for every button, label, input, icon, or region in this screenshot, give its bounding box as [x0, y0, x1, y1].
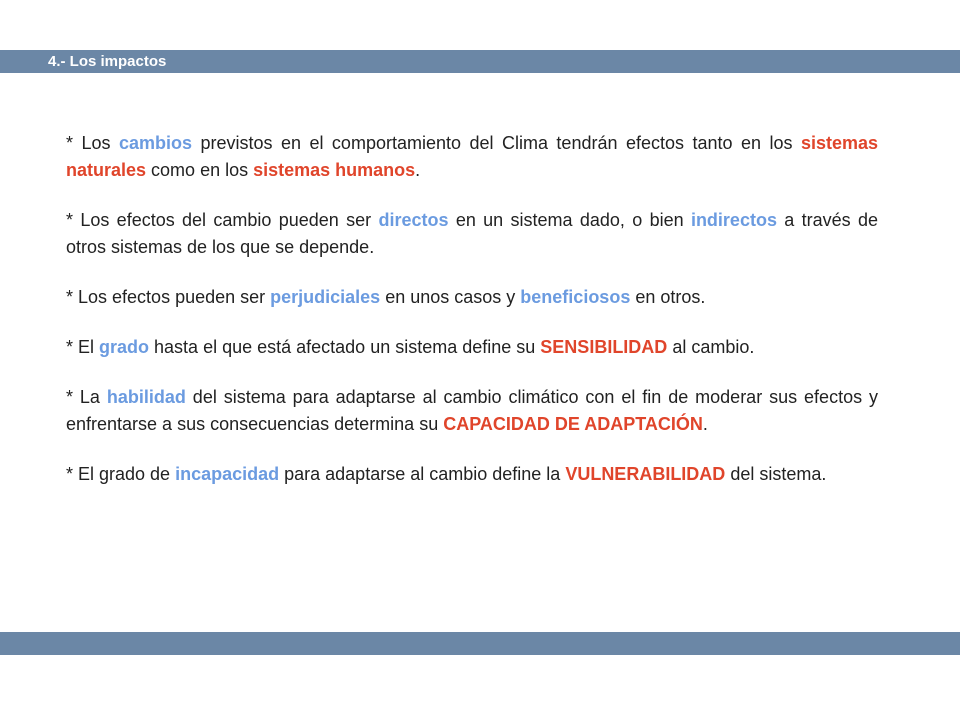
text: en otros.: [630, 287, 706, 307]
text: * Los: [66, 133, 119, 153]
emphasis-perjudiciales: perjudiciales: [270, 287, 381, 307]
text: a través de otros sistemas de los que se depende.: [66, 210, 878, 257]
text: .: [415, 160, 421, 180]
paragraph-capacidad-adaptacion: [66, 384, 878, 438]
emphasis-capacidad-de-adaptacion: CAPACIDAD DE ADAPTACIÓN: [443, 414, 703, 434]
text: para adaptarse al cambio define la: [279, 464, 566, 484]
text: * Los efectos del cambio pueden ser: [66, 210, 379, 230]
text: al cambio.: [667, 337, 755, 357]
emphasis-incapacidad: incapacidad: [175, 464, 280, 484]
text: del sistema.: [725, 464, 827, 484]
paragraph-efectos-directos: [66, 207, 878, 261]
slide-title: 4.- Los impactos: [48, 53, 167, 70]
text: del sistema para adaptarse al cambio climático con el fin de moderar sus efectos y enfrentarse a sus consecuencias determina su: [66, 387, 878, 434]
text: como en los: [146, 160, 254, 180]
emphasis-vulnerabilidad: VULNERABILIDAD: [565, 464, 726, 484]
header-bar: [0, 50, 960, 73]
text: hasta el que está afectado un sistema define su: [149, 337, 541, 357]
emphasis-sensibilidad: SENSIBILIDAD: [540, 337, 668, 357]
text: * El: [66, 337, 100, 357]
spacer: [66, 261, 878, 284]
text: * La: [66, 387, 107, 407]
paragraph-cambios: [66, 130, 878, 184]
emphasis-sistemas-humanos: sistemas humanos: [253, 160, 416, 180]
emphasis-habilidad: habilidad: [106, 387, 186, 407]
emphasis-cambios: cambios: [118, 133, 192, 153]
text: en un sistema dado, o bien: [448, 210, 691, 230]
spacer: [66, 184, 878, 207]
emphasis-indirectos: indirectos: [690, 210, 777, 230]
paragraph-sensibilidad: [66, 334, 878, 361]
text: en unos casos y: [380, 287, 521, 307]
emphasis-grado: grado: [99, 337, 150, 357]
text: previstos en el comportamiento del Clima tendrán efectos tanto en los: [192, 133, 801, 153]
spacer: [66, 361, 878, 384]
paragraph-perjudiciales: [66, 284, 878, 311]
paragraph-vulnerabilidad: [66, 461, 878, 488]
emphasis-directos: directos: [378, 210, 449, 230]
slide-content: [66, 130, 878, 488]
text: * Los efectos pueden ser: [66, 287, 271, 307]
text: * El grado de: [66, 464, 176, 484]
spacer: [66, 438, 878, 461]
emphasis-beneficiosos: beneficiosos: [520, 287, 631, 307]
emphasis-sistemas-naturales: sistemas naturales: [66, 133, 878, 180]
text: .: [702, 414, 708, 434]
spacer: [66, 311, 878, 334]
footer-bar: [0, 632, 960, 655]
